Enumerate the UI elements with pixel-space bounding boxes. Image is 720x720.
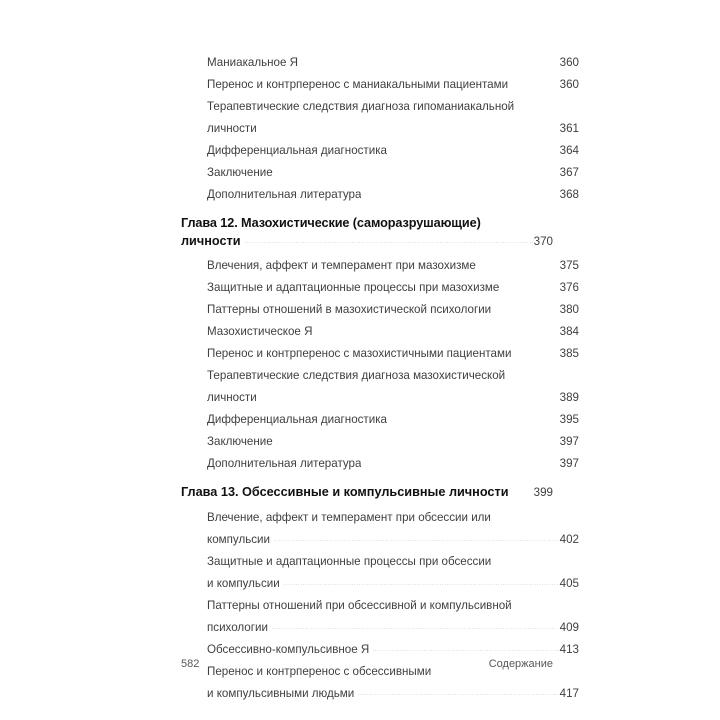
toc-entry-title: Заключение xyxy=(207,166,273,179)
dot-leader xyxy=(364,464,558,465)
toc-entry-title: Заключение xyxy=(207,435,273,448)
toc-page-number: 375 xyxy=(559,259,579,272)
toc-entry-title: и компульсии xyxy=(207,576,280,590)
footer-page-number: 582 xyxy=(181,658,200,670)
toc-page-number: 389 xyxy=(559,391,579,404)
dot-leader xyxy=(434,672,578,673)
toc-page-number: 361 xyxy=(559,122,579,135)
toc-entry-title: Терапевтические следствия диагноза мазохистической xyxy=(207,369,506,382)
dot-leader xyxy=(502,288,558,289)
dot-leader xyxy=(244,242,533,243)
toc-entry[interactable] xyxy=(181,431,579,453)
dot-leader xyxy=(315,332,558,333)
dot-leader xyxy=(508,376,578,377)
dot-leader xyxy=(364,195,558,196)
toc-page-number: 360 xyxy=(559,56,579,69)
toc-page-number: 384 xyxy=(559,325,579,338)
table-of-contents-list xyxy=(181,52,579,705)
toc-page-number: 370 xyxy=(533,234,553,248)
toc-entry-title: Паттерны отношений в мазохистической психологии xyxy=(207,303,492,316)
dot-leader xyxy=(517,107,578,108)
dot-leader xyxy=(494,310,559,311)
toc-entry-title: Перенос и контрперенос с обсессивными xyxy=(207,664,432,678)
toc-entry[interactable] xyxy=(181,96,579,118)
toc-page-number: 399 xyxy=(533,486,553,499)
toc-entry-title: личности xyxy=(207,122,257,135)
toc-entry-title: Влечения, аффект и темперамент при мазохизме xyxy=(207,259,476,272)
toc-page-number: 409 xyxy=(559,620,579,634)
dot-leader xyxy=(301,63,559,64)
toc-entry-title: Мазохистическое Я xyxy=(207,325,313,338)
toc-page-number: 376 xyxy=(559,281,579,294)
toc-entry-title: Защитные и адаптационные процессы при обсессии xyxy=(207,554,492,568)
toc-entry-title: и компульсивными людьми xyxy=(207,686,355,700)
spacer xyxy=(181,475,553,484)
toc-page-number: 364 xyxy=(559,144,579,157)
toc-chapter-heading[interactable] xyxy=(181,215,553,250)
toc-entry-title: Дифференциальная диагностика xyxy=(207,413,387,426)
toc-entry-title: психологии xyxy=(207,620,268,634)
toc-entry-title: личности xyxy=(207,391,257,404)
toc-page-number: 413 xyxy=(559,642,579,656)
toc-entry-title: Паттерны отношений при обсессивной и компульсивной xyxy=(207,598,512,612)
toc-entry[interactable] xyxy=(181,255,579,277)
toc-entry-title: Дополнительная литература xyxy=(207,457,362,470)
dot-leader xyxy=(372,650,558,651)
toc-chapter-title-line[interactable] xyxy=(181,233,553,251)
dot-leader xyxy=(494,518,578,519)
toc-chapter-title-line: Глава 12. Мазохистические (саморазрушающие) xyxy=(181,216,481,230)
toc-entry-title: Глава 13. Обсессивные и компульсивные личности xyxy=(181,485,509,499)
toc-page-number: 367 xyxy=(559,166,579,179)
toc-entry-continuation[interactable] xyxy=(181,529,579,551)
toc-entry-title: Обсессивно-компульсивное Я xyxy=(207,642,370,656)
dot-leader xyxy=(260,129,559,130)
toc-page-number: 395 xyxy=(559,413,579,426)
dot-leader xyxy=(511,85,559,86)
toc-entry[interactable] xyxy=(181,343,579,365)
toc-entry-continuation[interactable] xyxy=(181,387,579,409)
toc-page-number: 417 xyxy=(559,686,579,700)
toc-entry[interactable] xyxy=(181,551,579,573)
toc-page-number: 380 xyxy=(559,303,579,316)
toc-entry-title: Перенос и контрперенос с мазохистичными пациентами xyxy=(207,347,512,360)
dot-leader xyxy=(357,694,558,695)
toc-page-number: 368 xyxy=(559,188,579,201)
dot-leader xyxy=(512,493,533,494)
dot-leader xyxy=(494,562,578,563)
toc-page-number: 405 xyxy=(559,576,579,590)
spacer xyxy=(181,206,553,215)
toc-entry[interactable] xyxy=(181,52,579,74)
dot-leader xyxy=(390,420,559,421)
toc-entry-title: Защитные и адаптационные процессы при мазохизме xyxy=(207,281,500,294)
toc-entry[interactable] xyxy=(181,184,579,206)
toc-entry[interactable] xyxy=(181,365,579,387)
dot-leader xyxy=(515,606,578,607)
toc-entry-continuation[interactable] xyxy=(181,118,579,140)
toc-entry[interactable] xyxy=(181,507,579,529)
toc-entry[interactable] xyxy=(181,321,579,343)
toc-entry[interactable] xyxy=(181,74,579,96)
toc-page-number: 397 xyxy=(559,435,579,448)
toc-entry-title: компульсии xyxy=(207,532,270,546)
dot-leader xyxy=(390,151,559,152)
dot-leader xyxy=(479,266,559,267)
toc-entry[interactable] xyxy=(181,140,579,162)
page-footer xyxy=(181,658,553,670)
toc-entry-title: Дифференциальная диагностика xyxy=(207,144,387,157)
dot-leader xyxy=(260,398,556,399)
dot-leader xyxy=(514,354,558,355)
toc-entry[interactable] xyxy=(181,162,579,184)
toc-entry-title: личности xyxy=(181,233,241,248)
toc-page-number: 385 xyxy=(559,347,579,360)
toc-entry-continuation[interactable] xyxy=(181,683,579,705)
dot-leader xyxy=(271,628,556,629)
toc-entry-title: Перенос и контрперенос с маниакальными пациентами xyxy=(207,78,509,91)
toc-entry[interactable] xyxy=(181,299,579,321)
dot-leader xyxy=(276,442,559,443)
toc-entry[interactable] xyxy=(181,277,579,299)
toc-entry-continuation[interactable] xyxy=(181,617,579,639)
toc-page-number: 397 xyxy=(559,457,579,470)
toc-chapter-heading[interactable] xyxy=(181,484,553,502)
toc-entry-title: Терапевтические следствия диагноза гипоманиакальной xyxy=(207,100,515,113)
toc-entry[interactable] xyxy=(181,453,579,475)
toc-entry-title: Дополнительная литература xyxy=(207,188,362,201)
toc-entry-title: Маниакальное Я xyxy=(207,56,299,69)
toc-page-number: 402 xyxy=(559,532,579,546)
dot-leader xyxy=(276,173,559,174)
toc-entry-title: Влечение, аффект и темперамент при обсессии или xyxy=(207,510,491,524)
toc-chapter-title-line[interactable] xyxy=(181,484,553,502)
toc-entry[interactable] xyxy=(181,595,579,617)
dot-leader xyxy=(273,540,559,541)
footer-section-label: Содержание xyxy=(488,658,553,670)
dot-leader xyxy=(283,584,559,585)
toc-entry[interactable] xyxy=(181,409,579,431)
toc-entry-continuation[interactable] xyxy=(181,573,579,595)
toc-page-number: 360 xyxy=(559,78,579,91)
